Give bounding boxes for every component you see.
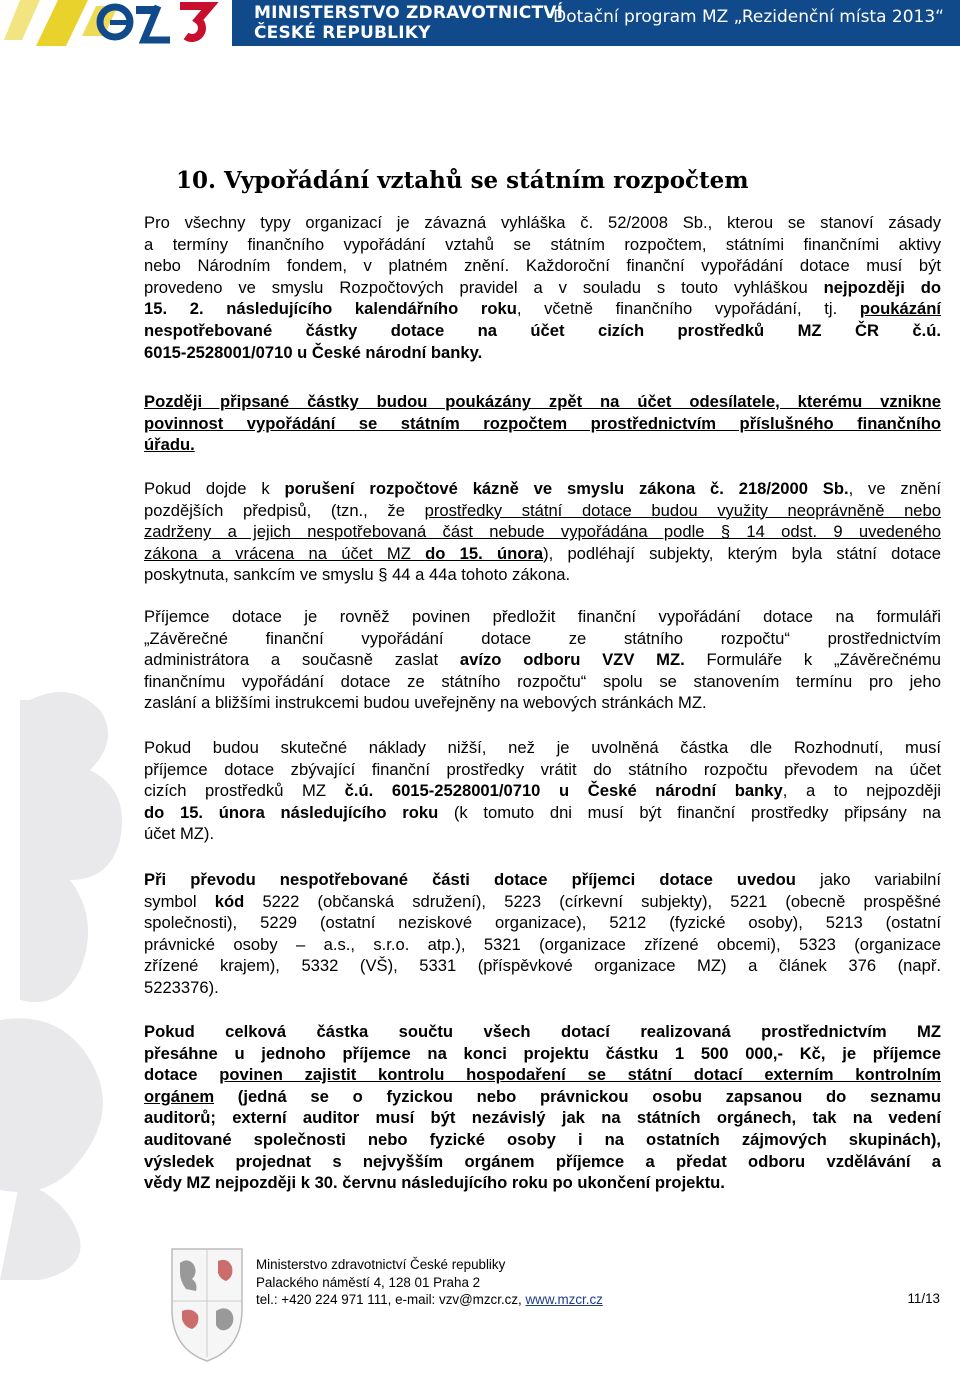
text-run-bold: dotace [144, 1065, 220, 1085]
text-run-bold: přesáhne u jednoho příjemce na konci projektu částku 1 500 000,- Kč, je příjemce [144, 1043, 941, 1063]
text-run: nebo Národním fondem, v platném znění. [144, 256, 526, 276]
text-line [144, 1172, 941, 1194]
text-run: , a to nejpozději [782, 781, 941, 801]
text-line [144, 1107, 941, 1129]
state-emblem-icon [168, 1245, 246, 1363]
text-line [144, 298, 941, 320]
text-line [144, 521, 941, 543]
text-line: a termíny finančního vypořádání vztahů se státním rozpočtem, státními finančními aktivy [144, 234, 941, 254]
text-run: symbol [144, 891, 215, 911]
text-run-bold: kód [214, 891, 245, 911]
text-run: , ve znění [848, 479, 941, 498]
text-run-bold: (jedná se o fyzickou nebo právnickou osobu zapsanou do seznamu [214, 1086, 941, 1106]
text-run-bold: č.ú. 6015-2528001/0710 u České národní banky [344, 781, 783, 801]
text-line: 5223376). [144, 977, 219, 997]
text-run-bold-underlined: do 15. února [425, 543, 544, 563]
page-footer [256, 1256, 603, 1309]
text-line: „Závěrečné finanční vypořádání dotace ze státního rozpočtu“ prostřednictvím [144, 628, 941, 648]
text-run-bold-underlined: orgánem [144, 1086, 215, 1106]
text-run-bold: porušení rozpočtové kázně ve smyslu zákona č. 218/2000 Sb. [284, 479, 849, 498]
website-link[interactable]: www.mzcr.cz [525, 1292, 603, 1307]
text-run: 5222 (občanská sdružení), 5223 (církevní subjekty), 5221 (obecně prospěšné [244, 891, 942, 911]
text-run-bold: Pokud celková částka součtu všech dotací realizovaná prostřednictvím MZ [144, 1022, 941, 1041]
text-run: jako variabilní [795, 870, 941, 889]
text-line: společnosti), 5229 (ostatní neziskové organizace), 5212 (fyzické osoby), 5213 (ostatní [144, 913, 941, 933]
text-run: ), podléhají subjekty, kterým byla státní dotace [543, 543, 941, 563]
text-line [144, 891, 941, 913]
text-run-bold: vědy MZ nejpozději k 30. červnu následujícího roku po ukončení projektu. [144, 1173, 725, 1193]
text-run-bold: auditované společnosti nebo fyzické osoby i na ostatních zájmových skupinách), [144, 1129, 941, 1149]
text-run: administrátora a současně zaslat [144, 650, 460, 670]
text-run-bold-underlined: povinnost vypořádání se státním rozpočtem prostřednictvím příslušného finančního [144, 413, 941, 433]
text-run-bold: avízo odboru VZV MZ. [459, 650, 685, 670]
text-run-bold: auditorů; externí auditor musí být nezávislý jak na státních orgánech, tak na vedení [144, 1108, 941, 1128]
text-line: zřízené krajem), 5332 (VŠ), 5331 (příspěvkové organizace MZ) a článek 376 (např. [144, 956, 941, 976]
text-line [144, 1129, 941, 1151]
lion-watermark-icon [0, 660, 140, 1280]
text-run-bold-underlined: povinen zajistit kontrolu hospodaření se státní dotací externím kontrolním [219, 1065, 941, 1085]
text-line [144, 342, 941, 364]
paragraph-late-payments [144, 391, 941, 456]
text-line: finančnímu vypořádání dotace ze státního rozpočtu“ spolu se stanovením termínu pro jeho [144, 671, 941, 691]
paragraph-final-settlement-form [144, 606, 941, 714]
text-run-underlined: zadrženy a jejich nespotřebovaná část nebude vypořádána podle § 14 odst. 9 uvedeného [144, 522, 941, 542]
text-line [144, 255, 941, 277]
footer-contact [256, 1291, 603, 1309]
eu-ministry-logo [0, 0, 232, 46]
ministry-name [254, 3, 563, 43]
paragraph-external-audit [144, 1021, 941, 1194]
text-run: , včetně finančního vypořádání, tj. [516, 299, 860, 319]
text-line [144, 500, 941, 522]
page-number: 11/13 [907, 1291, 940, 1306]
footer-address: Palackého náměstí 4, 128 01 Praha 2 [256, 1274, 481, 1290]
text-run-bold-underlined: úřadu. [144, 435, 195, 455]
text-line: zaslání a bližšími instrukcemi budou uveřejněny na webových stránkách MZ. [144, 693, 707, 713]
text-run-bold-underlined: Později připsané částky budou poukázány zpět na účet odesílatele, kterému vznikne [144, 392, 941, 411]
text-line [144, 649, 941, 671]
text-line: právnické osoby – a.s., s.r.o. atp.), 5321 (organizace zřízené obcemi), 5323 (organizace [144, 934, 941, 954]
text-line: Pokud budou skutečné náklady nižší, než je uvolněná částka dle Rozhodnutí, musí [144, 738, 941, 757]
text-line [144, 802, 941, 824]
text-line [144, 320, 941, 342]
text-line [144, 478, 941, 500]
text-run: pozdějších předpisů, (tzn., že [144, 500, 425, 520]
text-run: Pokud dojde k [144, 479, 285, 498]
text-run: cizích prostředků MZ [144, 781, 345, 801]
text-line [144, 277, 941, 299]
text-line: Příjemce dotace je rovněž povinen předložit finanční vypořádání dotace na formuláři [144, 607, 941, 626]
text-line [144, 543, 941, 565]
paragraph-variable-symbols [144, 869, 941, 999]
paragraph-refund-unused-funds [144, 737, 941, 845]
text-line [144, 391, 941, 413]
program-title: Dotační program MZ „Rezidenční místa 2013“ [553, 7, 944, 27]
text-run: Formuláře k „Závěrečnému [684, 650, 941, 670]
text-line [144, 780, 941, 802]
text-run-underlined: zákona a vrácena na účet MZ [144, 543, 426, 563]
text-run-bold: výsledek projednat s nejvyšším orgánem příjemce a předat odboru vzdělávání a [144, 1151, 941, 1171]
text-run: provedeno ve smyslu Rozpočtových pravidel a v souladu s touto vyhláškou [144, 277, 824, 297]
text-line [144, 1043, 941, 1065]
text-run-bold: 15. 2. následujícího kalendářního roku [144, 299, 517, 319]
text-line: poskytnuta, sankcím ve smyslu § 44 a 44a tohoto zákona. [144, 565, 571, 585]
text-run-bold: 6015-2528001/0710 u České národní banky. [144, 342, 483, 362]
page-header [0, 0, 960, 46]
text-run-bold: Při převodu nespotřebované části dotace příjemci dotace uvedou [144, 870, 796, 889]
logo-banner [0, 0, 232, 46]
text-line: příjemce dotace zbývající finanční prostředky vrátit do státního rozpočtu převodem na účet [144, 759, 941, 779]
paragraph-budget-discipline [144, 478, 941, 586]
text-run-underlined: prostředky státní dotace budou využity neoprávněně nebo [424, 500, 941, 520]
text-run-bold: nejpozději do [823, 277, 941, 297]
section-heading: 10. Vypořádání vztahů se státním rozpočtem [176, 167, 749, 194]
ministry-name-line2: ČESKÉ REPUBLIKY [254, 23, 431, 43]
text-line [144, 869, 941, 891]
text-line: Pro všechny typy organizací je závazná vyhláška č. 52/2008 Sb., kterou se stanoví zásady [144, 213, 941, 232]
footer-contact-text: tel.: +420 224 971 111, e-mail: vzv@mzcr.cz, [256, 1292, 526, 1307]
text-line [144, 1086, 941, 1108]
text-line [144, 1064, 941, 1086]
text-run-bold: nespotřebované částky dotace na účet cizích prostředků MZ ČR č.ú. [144, 320, 941, 340]
text-line [144, 1021, 941, 1043]
text-run: Každoroční finanční vypořádání dotace musí být [525, 256, 941, 276]
footer-ministry: Ministerstvo zdravotnictví České republiky [256, 1257, 506, 1272]
paragraph-settlement-rules [144, 212, 941, 363]
ministry-name-line1: MINISTERSTVO ZDRAVOTNICTVÍ [254, 3, 564, 23]
text-line [144, 1151, 941, 1173]
text-line [144, 434, 941, 456]
text-line [144, 413, 941, 435]
text-run-bold-underlined: poukázání [859, 299, 942, 319]
text-run-bold: do 15. února následujícího roku [144, 802, 439, 822]
text-run: (k tomuto dni musí být finanční prostředky připsány na [438, 802, 941, 822]
text-line: účet MZ). [144, 824, 215, 844]
